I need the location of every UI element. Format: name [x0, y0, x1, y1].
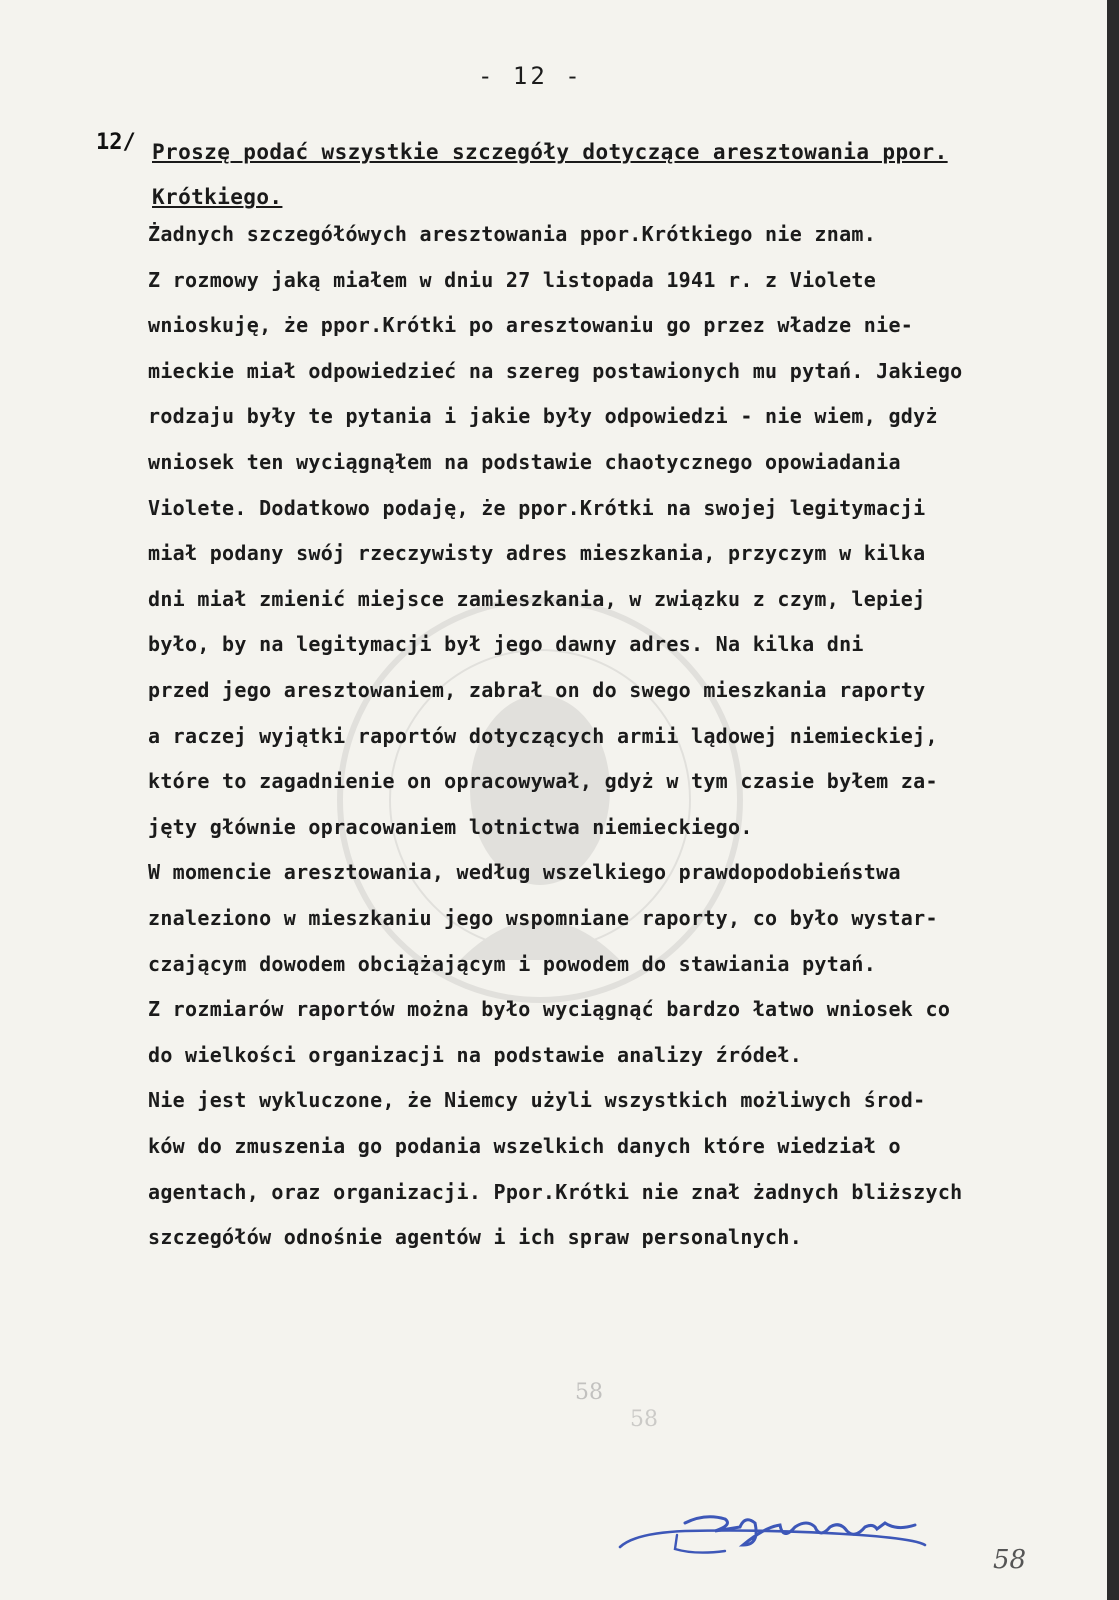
answer-line: mieckie miał odpowiedzieć na szereg postawionych mu pytań. Jakiego — [148, 358, 963, 383]
answer-line: agentach, oraz organizacji. Ppor.Krótki nie znał żadnych bliższych — [148, 1179, 963, 1204]
answer-line: znaleziono w mieszkaniu jego wspomniane raporty, co było wystar- — [148, 906, 938, 930]
answer-line: czającym dowodem obciążającym i powodem do stawiania pytań. — [148, 951, 877, 976]
answer-line: wnioskuję, że ppor.Krótki po aresztowaniu go przez władze nie- — [148, 313, 914, 338]
answer-line: Z rozmiarów raportów można było wyciągnąć bardzo łatwo wniosek co — [148, 997, 951, 1022]
answer-line: Żadnych szczegółówych aresztowania ppor.Krótkiego nie znam. — [148, 222, 877, 246]
question-text: Proszę podać wszystkie szczegóły dotyczące aresztowania ppor. Krótkiego. — [152, 140, 948, 209]
answer-line: które to zagadnienie on opracowywał, gdyż w tym czasie byłem za- — [148, 769, 938, 794]
answer-line: rodzaju były te pytania i jakie były odpowiedzi - nie wiem, gdyż — [148, 404, 938, 429]
archive-page-number: 58 — [993, 1545, 1027, 1575]
answer-line: miał podany swój rzeczywisty adres mieszkania, przyczym w kilka — [148, 541, 926, 566]
question-number: 12/ — [96, 130, 136, 155]
answer-line: Z rozmowy jaką miałem w dniu 27 listopada 1941 r. z Violete — [148, 267, 877, 292]
answer-line: W momencie aresztowania, według wszelkiego prawdopodobieństwa — [148, 860, 901, 885]
answer-line: szczegółów odnośnie agentów i ich spraw personalnych. — [148, 1225, 803, 1250]
page-number: - 12 - — [478, 62, 583, 90]
pencil-mark: 58 — [575, 1380, 603, 1405]
answer-line: Violete. Dodatkowo podaję, że ppor.Krótki na swojej legitymacji — [148, 495, 926, 520]
answer-line: przed jego aresztowaniem, zabrał on do swego mieszkania raporty — [148, 678, 926, 702]
answer-line: Nie jest wykluczone, że Niemcy użyli wszystkich możliwych środ- — [148, 1088, 926, 1113]
answer-line: jęty głównie opracowaniem lotnictwa niemieckiego. — [148, 814, 753, 839]
answer-line: dni miał zmienić miejsce zamieszkania, w związku z czym, lepiej — [148, 586, 926, 611]
answer-line: ków do zmuszenia go podania wszelkich danych które wiedział o — [148, 1134, 901, 1158]
pencil-mark: 58 — [630, 1407, 658, 1432]
answer-line: było, by na legitymacji był jego dawny adres. Na kilka dni — [148, 632, 864, 657]
answer-line: wniosek ten wyciągnąłem na podstawie chaotycznego opowiadania — [148, 450, 901, 474]
answer-line: a raczej wyjątki raportów dotyczących armii lądowej niemieckiej, — [148, 723, 938, 748]
signature — [615, 1505, 945, 1575]
answer-line: do wielkości organizacji na podstawie analizy źródeł. — [148, 1042, 803, 1067]
